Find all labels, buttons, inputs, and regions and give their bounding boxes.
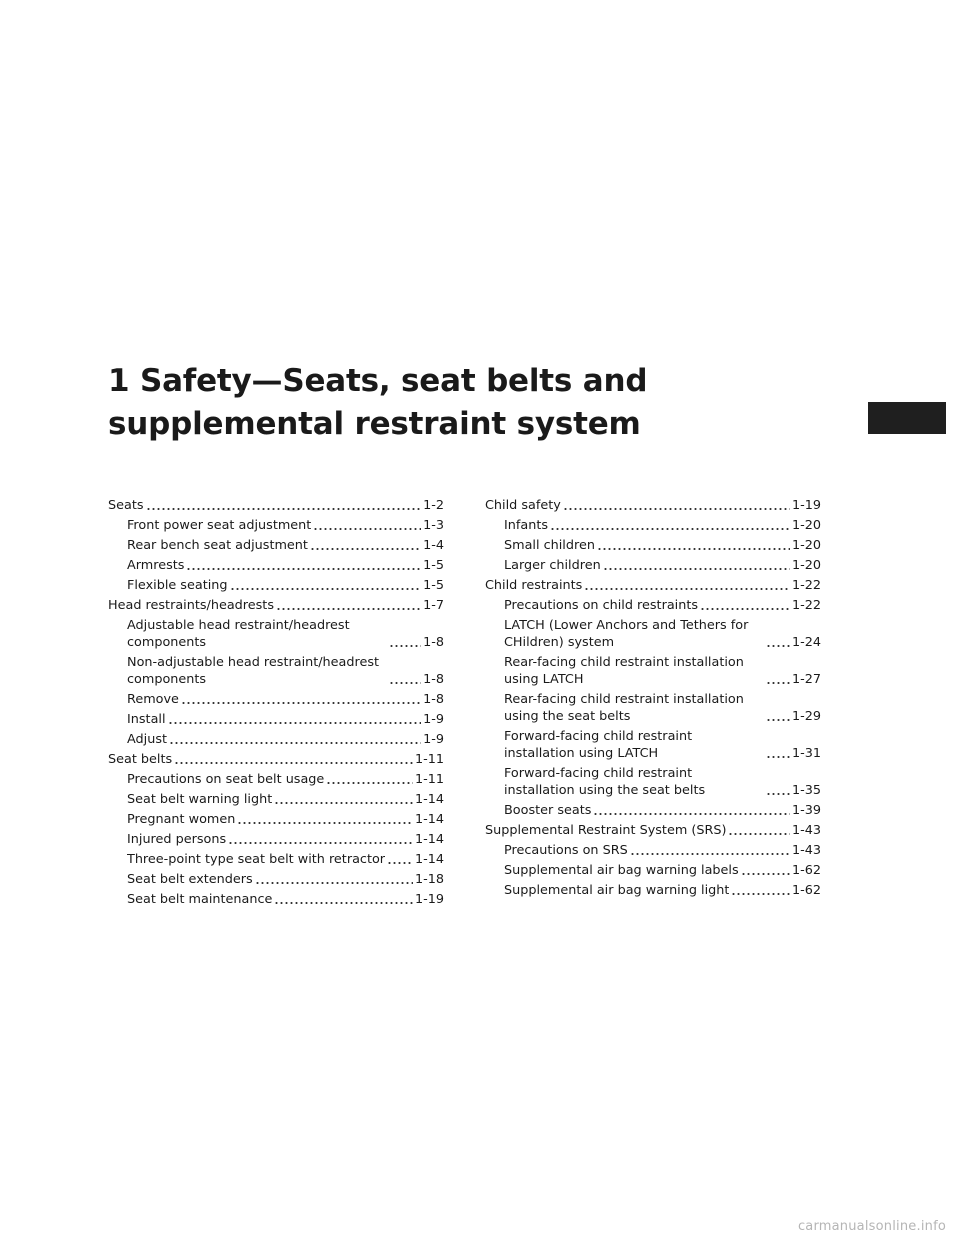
toc-entry[interactable] xyxy=(108,691,444,708)
toc-leader-dots xyxy=(310,538,421,551)
toc-entry-label: Rear-facing child restraint installation using the seat belts xyxy=(504,692,744,724)
toc-leader-dots xyxy=(731,883,790,896)
toc-entry-page: 1-20 xyxy=(791,518,821,533)
toc-entry-label: Seats xyxy=(108,498,144,513)
toc-entry-page: 1-11 xyxy=(414,752,444,767)
toc-entry[interactable] xyxy=(485,842,821,859)
toc-entry[interactable] xyxy=(485,802,821,819)
toc-leader-dots xyxy=(276,598,421,611)
toc-leader-dots xyxy=(186,558,421,571)
toc-entry[interactable] xyxy=(485,617,821,651)
toc-entry-page: 1-29 xyxy=(791,709,821,724)
toc-entry[interactable] xyxy=(108,771,444,788)
toc-entry-page: 1-62 xyxy=(791,883,821,898)
toc-leader-dots xyxy=(274,892,413,905)
toc-entry[interactable] xyxy=(485,862,821,879)
toc-entry-label: Precautions on seat belt usage xyxy=(127,772,325,787)
toc-leader-dots xyxy=(584,578,790,591)
toc-entry-label: Armrests xyxy=(127,558,185,573)
toc-entry-label: Seat belt extenders xyxy=(127,872,253,887)
toc-leader-dots xyxy=(766,746,790,759)
toc-entry-page: 1-8 xyxy=(423,635,444,650)
toc-entry-page: 1-14 xyxy=(414,852,444,867)
toc-entry-label: Supplemental air bag warning light xyxy=(504,883,730,898)
toc-leader-dots xyxy=(728,823,789,836)
toc-entry-label: Infants xyxy=(504,518,549,533)
toc-entry[interactable] xyxy=(108,617,444,651)
toc-entry[interactable] xyxy=(108,597,444,614)
toc-entry-label: Install xyxy=(127,712,166,727)
toc-entry-label: Forward-facing child restraint installation using the seat belts xyxy=(504,766,706,798)
toc-entry-page: 1-4 xyxy=(423,538,444,553)
toc-entry-page: 1-39 xyxy=(791,803,821,818)
toc-entry[interactable] xyxy=(485,691,821,725)
toc-entry[interactable] xyxy=(485,597,821,614)
toc-entry-label: Child safety xyxy=(485,498,561,513)
toc-entry-label: Precautions on child restraints xyxy=(504,598,699,613)
toc-entry[interactable] xyxy=(108,537,444,554)
toc-entry[interactable] xyxy=(108,577,444,594)
toc-leader-dots xyxy=(146,498,422,511)
toc-entry-label: Forward-facing child restraint installation using LATCH xyxy=(504,729,693,761)
toc-entry-page: 1-2 xyxy=(423,498,444,513)
toc-entry-page: 1-43 xyxy=(791,823,821,838)
watermark: carmanualsonline.info xyxy=(797,1219,946,1234)
toc-entry-page: 1-19 xyxy=(791,498,821,513)
toc-entry-page: 1-22 xyxy=(791,598,821,613)
toc-entry-label: Three-point type seat belt with retractor xyxy=(127,852,386,867)
toc-entry-page: 1-9 xyxy=(423,732,444,747)
toc-entry-page: 1-11 xyxy=(414,772,444,787)
toc-leader-dots xyxy=(766,709,790,722)
toc-entry-label: Front power seat adjustment xyxy=(127,518,312,533)
toc-entry-page: 1-35 xyxy=(791,783,821,798)
toc-leader-dots xyxy=(563,498,790,511)
chapter-title-line1: 1 Safety—Seats, seat belts and xyxy=(108,363,648,399)
toc-entry-label: Rear bench seat adjustment xyxy=(127,538,308,553)
toc-entry-page: 1-5 xyxy=(423,558,444,573)
toc-entry-page: 1-24 xyxy=(791,635,821,650)
toc-entry-page: 1-22 xyxy=(791,578,821,593)
toc-entry-label: Supplemental air bag warning labels xyxy=(504,863,739,878)
toc-leader-dots xyxy=(766,783,790,796)
toc-entry[interactable] xyxy=(485,537,821,554)
toc-leader-dots xyxy=(181,692,421,705)
toc-column-right xyxy=(485,497,821,902)
toc-entry-page: 1-5 xyxy=(423,578,444,593)
toc-column-left xyxy=(108,497,444,911)
toc-entry-label: Pregnant women xyxy=(127,812,236,827)
toc-entry[interactable] xyxy=(485,882,821,899)
toc-entry-label: Head restraints/headrests xyxy=(108,598,274,613)
toc-entry-page: 1-7 xyxy=(423,598,444,613)
toc-leader-dots xyxy=(255,872,413,885)
toc-leader-dots xyxy=(169,732,421,745)
toc-leader-dots xyxy=(228,832,413,845)
toc-entry[interactable] xyxy=(108,751,444,768)
toc-entry-page: 1-9 xyxy=(423,712,444,727)
toc-entry-label: Remove xyxy=(127,692,179,707)
toc-entry[interactable] xyxy=(485,577,821,594)
toc-entry-label: Seat belt warning light xyxy=(127,792,273,807)
toc-entry[interactable] xyxy=(108,517,444,534)
toc-entry-page: 1-8 xyxy=(423,692,444,707)
toc-entry-label: Seat belt maintenance xyxy=(127,892,273,907)
toc-entry-page: 1-62 xyxy=(791,863,821,878)
toc-entry-label: Flexible seating xyxy=(127,578,228,593)
toc-leader-dots xyxy=(389,635,421,648)
toc-entry-page: 1-18 xyxy=(414,872,444,887)
toc-entry-label: LATCH (Lower Anchors and Tethers for CHildren) system xyxy=(504,618,749,650)
toc-entry[interactable] xyxy=(108,811,444,828)
toc-leader-dots xyxy=(326,772,413,785)
toc-leader-dots xyxy=(766,672,790,685)
toc-entry[interactable] xyxy=(108,891,444,908)
toc-entry-page: 1-27 xyxy=(791,672,821,687)
toc-leader-dots xyxy=(313,518,421,531)
toc-entry-page: 1-3 xyxy=(423,518,444,533)
toc-entry[interactable] xyxy=(485,822,821,839)
toc-leader-dots xyxy=(387,852,413,865)
toc-entry[interactable] xyxy=(485,765,821,799)
toc-entry-page: 1-31 xyxy=(791,746,821,761)
toc-leader-dots xyxy=(766,635,790,648)
toc-entry[interactable] xyxy=(108,497,444,514)
toc-leader-dots xyxy=(550,518,790,531)
toc-entry[interactable] xyxy=(108,871,444,888)
toc-entry[interactable] xyxy=(108,711,444,728)
toc-leader-dots xyxy=(700,598,790,611)
toc-entry-page: 1-20 xyxy=(791,538,821,553)
toc-leader-dots xyxy=(593,803,790,816)
toc-leader-dots xyxy=(174,752,413,765)
toc-entry-page: 1-19 xyxy=(414,892,444,907)
toc-entry[interactable] xyxy=(108,557,444,574)
toc-entry-page: 1-43 xyxy=(791,843,821,858)
toc-entry[interactable] xyxy=(108,851,444,868)
toc-leader-dots xyxy=(274,792,413,805)
toc-entry-label: Child restraints xyxy=(485,578,583,593)
toc-leader-dots xyxy=(230,578,422,591)
toc-entry-page: 1-14 xyxy=(414,832,444,847)
toc-entry[interactable] xyxy=(108,731,444,748)
toc-entry[interactable] xyxy=(485,728,821,762)
toc-entry[interactable] xyxy=(485,517,821,534)
toc-entry-page: 1-20 xyxy=(791,558,821,573)
chapter-tab-marker xyxy=(868,402,946,434)
toc-entry[interactable] xyxy=(108,654,444,688)
toc-entry[interactable] xyxy=(485,497,821,514)
toc-entry-label: Supplemental Restraint System (SRS) xyxy=(485,823,727,838)
toc-entry-label: Injured persons xyxy=(127,832,227,847)
toc-entry-label: Adjustable head restraint/headrest components xyxy=(127,618,350,650)
toc-entry-page: 1-14 xyxy=(414,792,444,807)
toc-leader-dots xyxy=(237,812,413,825)
toc-entry[interactable] xyxy=(108,791,444,808)
toc-entry-page: 1-8 xyxy=(423,672,444,687)
toc-entry-label: Non-adjustable head restraint/headrest components xyxy=(127,655,380,687)
toc-entry[interactable] xyxy=(108,831,444,848)
toc-entry-label: Booster seats xyxy=(504,803,592,818)
toc-leader-dots xyxy=(741,863,790,876)
toc-entry-label: Adjust xyxy=(127,732,168,747)
toc-leader-dots xyxy=(603,558,790,571)
chapter-title-line2: supplemental restraint system xyxy=(108,406,641,442)
toc-entry-label: Seat belts xyxy=(108,752,173,767)
toc-leader-dots xyxy=(389,672,421,685)
toc-leader-dots xyxy=(597,538,790,551)
toc-leader-dots xyxy=(168,712,422,725)
toc-entry[interactable] xyxy=(485,557,821,574)
chapter-title xyxy=(108,360,647,446)
toc-entry-page: 1-14 xyxy=(414,812,444,827)
toc-entry-label: Rear-facing child restraint installation using LATCH xyxy=(504,655,744,687)
toc-entry-label: Precautions on SRS xyxy=(504,843,628,858)
toc-entry-label: Larger children xyxy=(504,558,601,573)
toc-entry[interactable] xyxy=(485,654,821,688)
toc-leader-dots xyxy=(630,843,790,856)
toc-entry-label: Small children xyxy=(504,538,595,553)
